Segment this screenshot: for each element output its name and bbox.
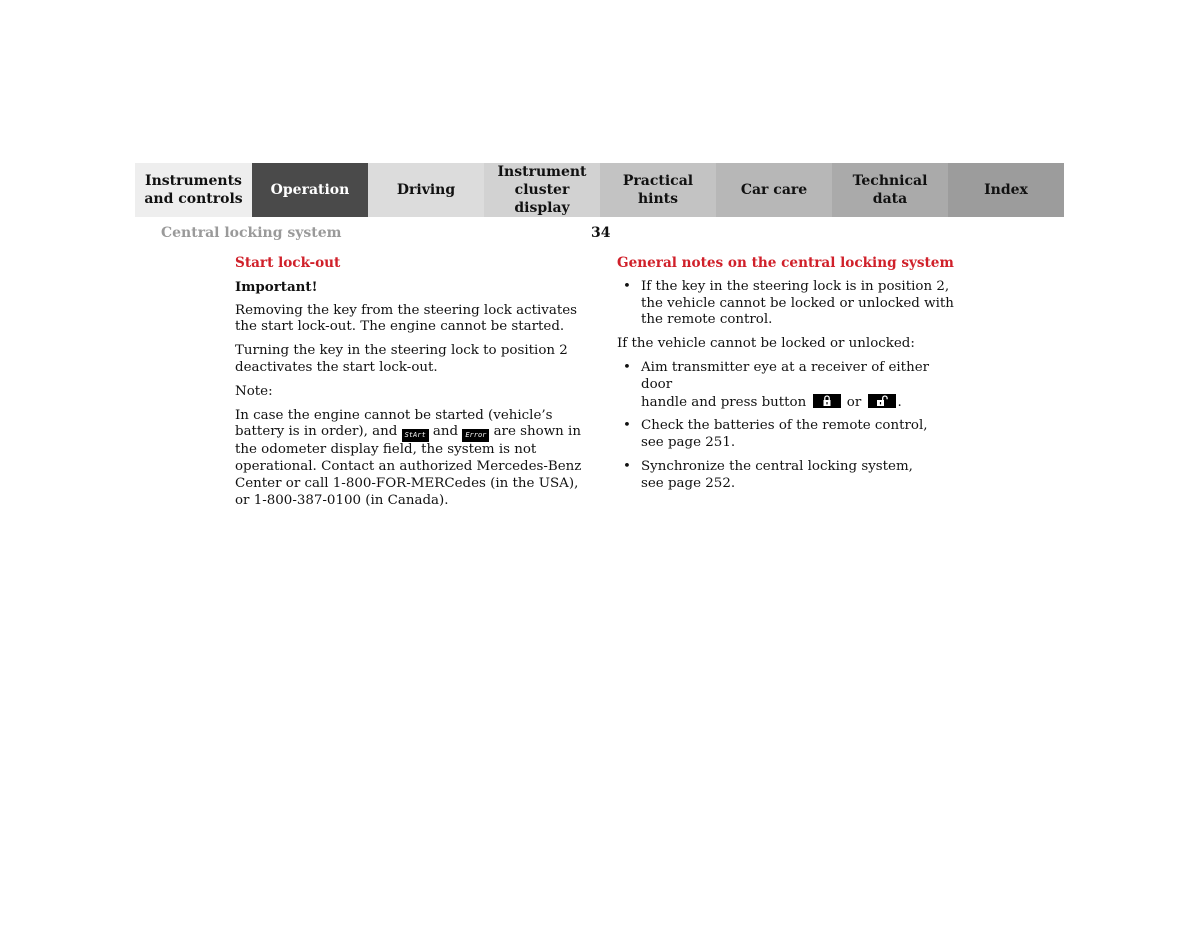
paragraph-engine-not-started [235,408,587,510]
bullet-list [617,360,957,493]
list-item-text: handle and press button [641,394,807,410]
tab-label: Practical hints [622,173,694,207]
tab-label: Instrument cluster display [497,164,587,216]
right-column [617,255,957,500]
text-fragment: are shown in the odometer display field, the system is not operational. Contact an authorized Mercedes-Benz Center or call 1-800-FOR-MERCedes (in the USA), or 1-800-387-0100 (in Canada). [235,424,582,508]
bullet-list [617,279,957,329]
list-item-text: Synchronize the central locking system, [641,458,913,474]
paragraph-turning-key: Turning the key in the steering lock to position 2 deactivates the start lock-out. [235,343,568,375]
tab-label: Index [984,182,1028,198]
tab-label: Operation [270,182,350,198]
list-item-text: Check the batteries of the remote control, [641,418,928,434]
error-display-badge: Error [462,429,489,442]
bullet-dot: • [623,359,631,375]
text-fragment: and [432,424,459,440]
lock-icon [813,394,841,408]
paragraph-cannot-lock: If the vehicle cannot be locked or unlocked: [617,336,915,352]
tab-operation[interactable] [252,163,368,217]
left-column [235,255,587,517]
list-item [617,279,957,329]
tab-instrument-cluster-display[interactable] [484,163,600,217]
important-label: Important! [235,278,318,295]
bullet-dot: • [623,278,631,294]
tab-practical-hints[interactable] [600,163,716,217]
page-reference: see page 252. [641,475,736,491]
list-item-text: Aim transmitter eye at a receiver of either door [641,359,930,392]
tab-index[interactable] [948,163,1064,217]
tab-instruments-and-controls[interactable] [135,163,252,217]
tab-label: Driving [396,182,456,198]
list-item [617,360,957,411]
tab-label: Technical data [852,173,928,207]
list-item [617,418,957,452]
unlock-icon [868,394,896,408]
note-label: Note: [235,383,273,399]
list-item-text: or [846,394,862,410]
start-lockout-heading: Start lock-out [235,255,341,271]
page-number: 34 [591,225,611,241]
section-title: Central locking system [161,225,342,241]
tab-label: Car care [740,182,808,198]
tab-car-care[interactable] [716,163,832,217]
tab-technical-data[interactable] [832,163,948,217]
general-notes-heading: General notes on the central locking system [617,255,954,271]
list-item [617,459,957,493]
start-display-badge: StArt [402,429,429,442]
tab-driving[interactable] [368,163,484,217]
bullet-dot: • [623,418,631,434]
chapter-nav [135,163,1064,217]
list-item-text: If the key in the steering lock is in position 2, the vehicle cannot be locked or unlocked with the remote control. [641,278,954,328]
page-reference: see page 251. [641,435,736,451]
list-item-text: . [897,394,902,410]
tab-label: Instruments and controls [144,173,243,207]
bullet-dot: • [623,458,631,474]
paragraph-removing-key: Removing the key from the steering lock activates the start lock-out. The engine cannot be started. [235,302,577,335]
text-fragment: In case the engine cannot be started (vehicle’s battery is in order), and [235,407,553,440]
